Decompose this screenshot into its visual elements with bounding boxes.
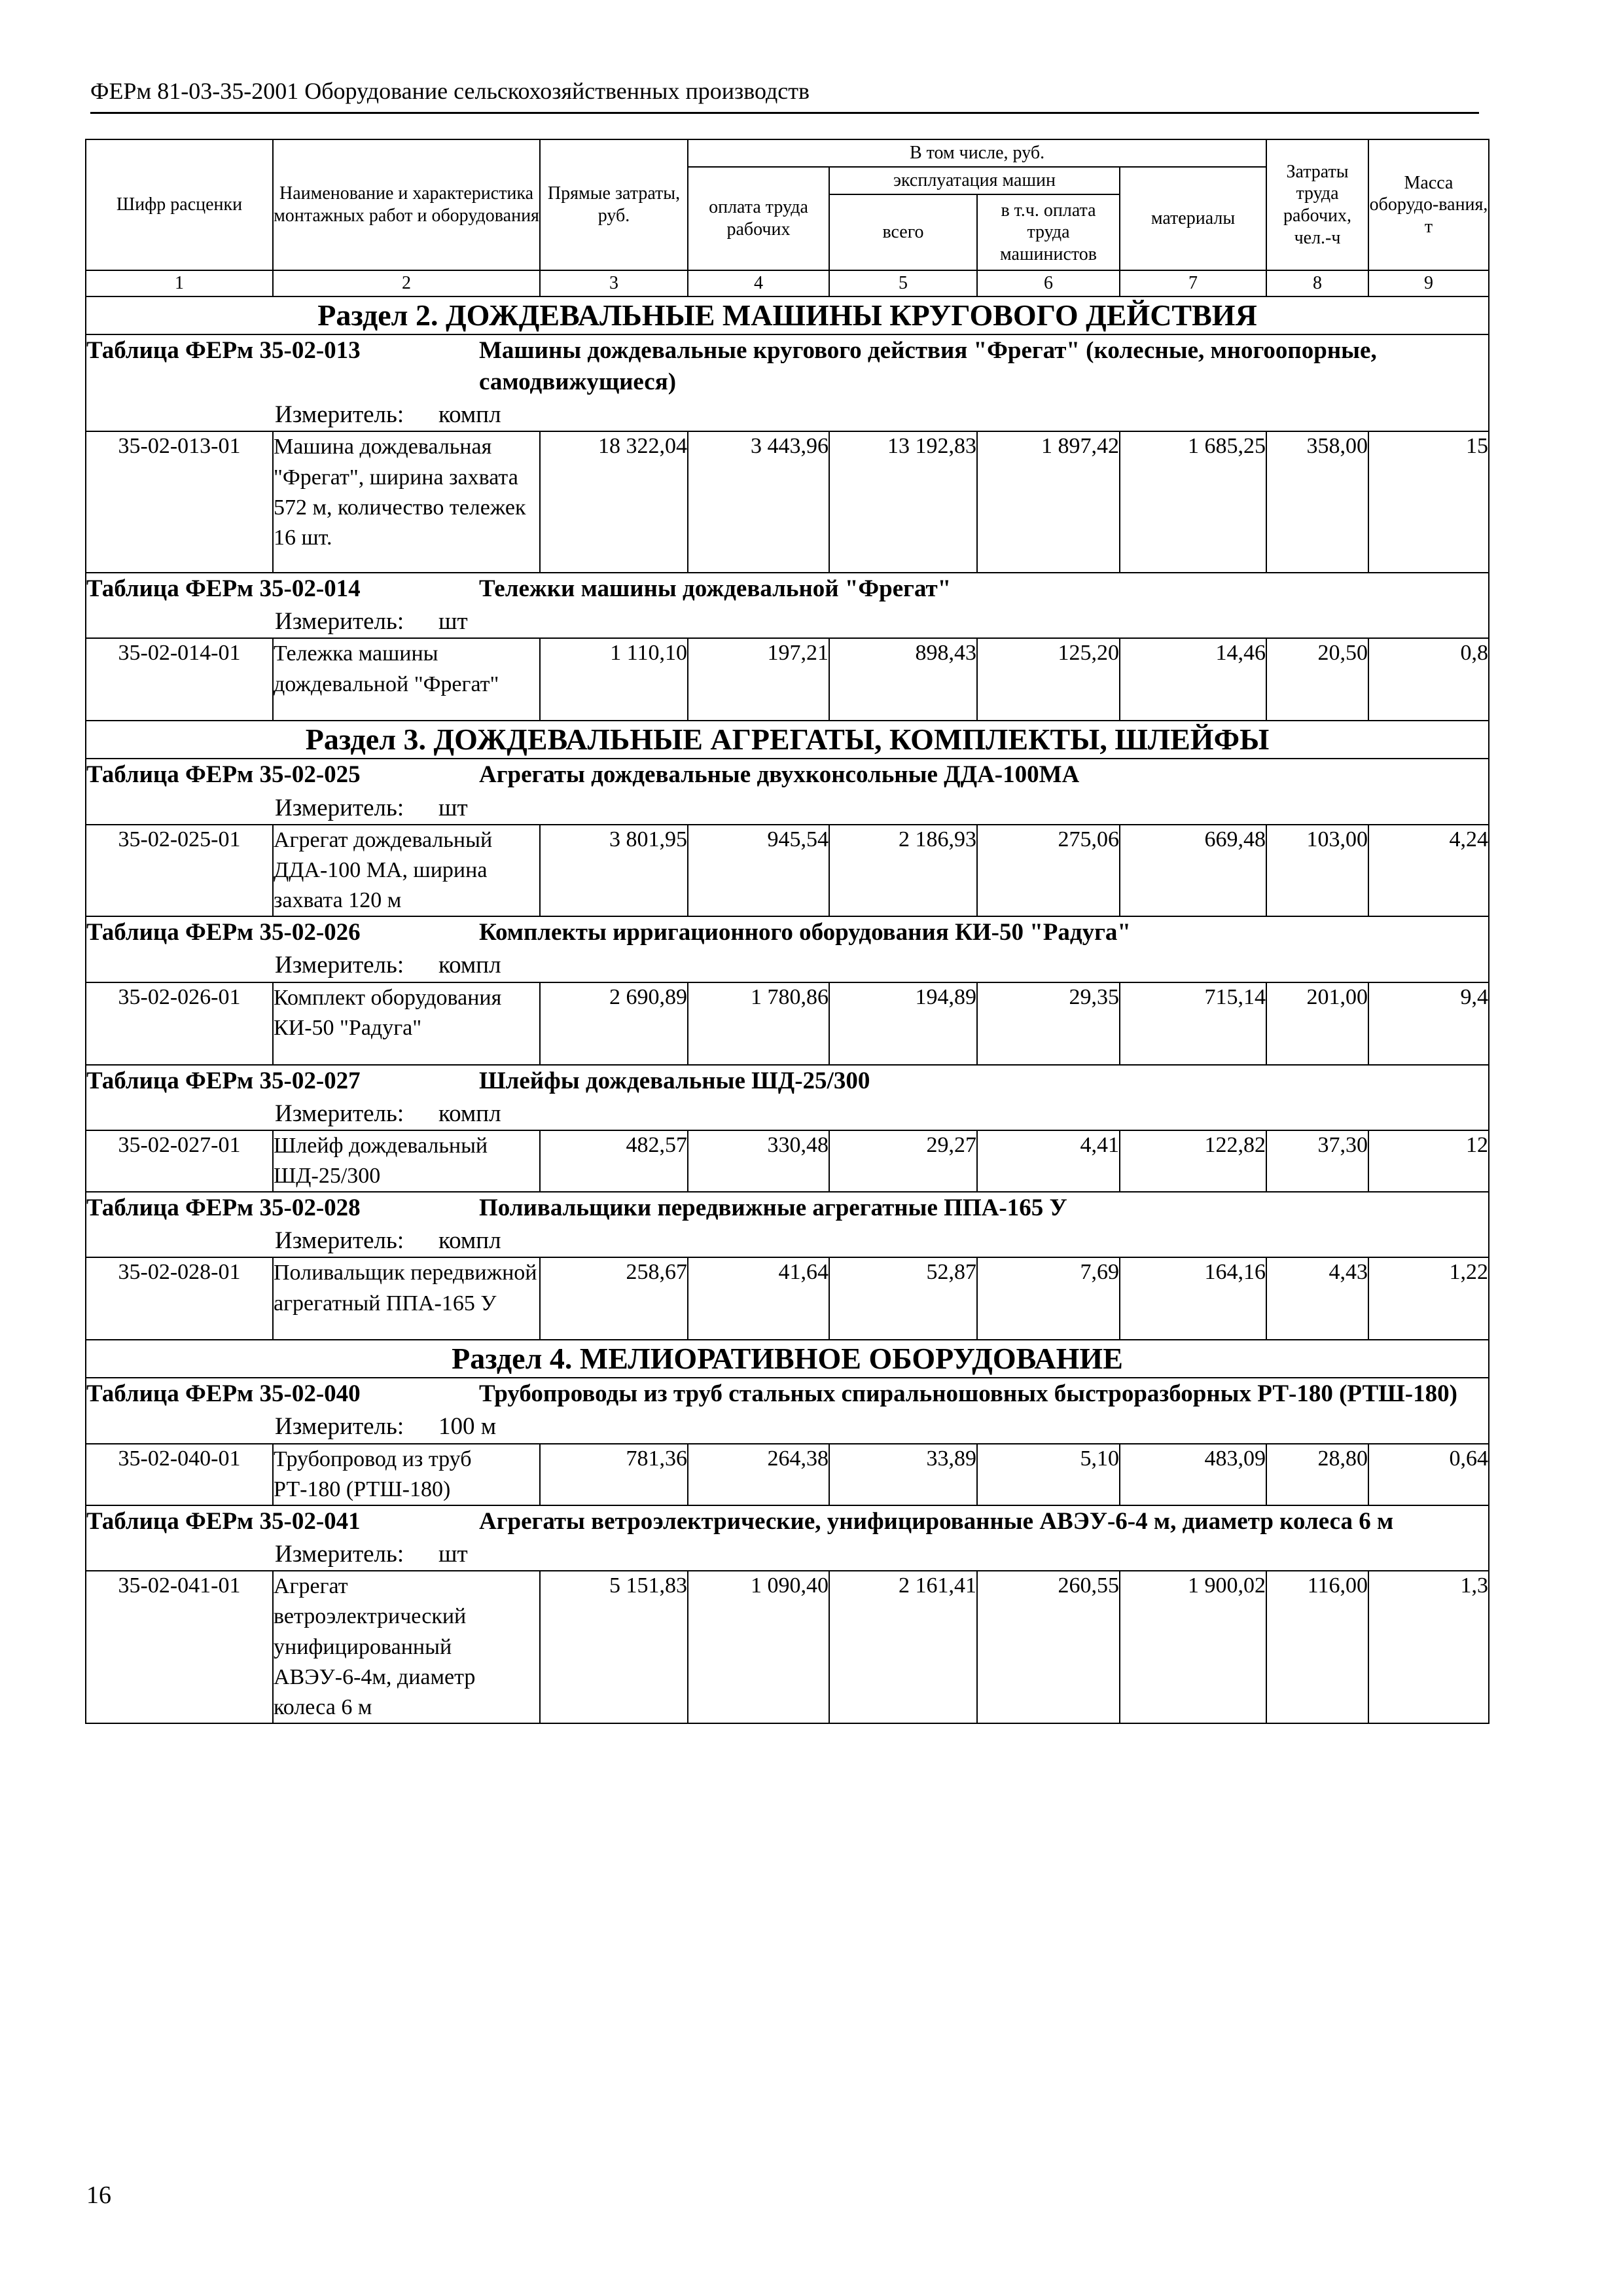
table-heading xyxy=(86,1505,1489,1571)
table-title: Тележки машины дождевальной "Фрегат" xyxy=(479,575,952,603)
labor-hours-cell: 201,00 xyxy=(1266,982,1368,1065)
labor-pay-cell: 1 090,40 xyxy=(688,1571,829,1723)
col-name-header: Наименование и характеристика монтажных работ и оборудования xyxy=(273,139,540,270)
table-code: Таблица ФЕРм 35-02-040 xyxy=(86,1380,361,1408)
materials-cell: 1 685,25 xyxy=(1120,431,1266,573)
col-direct-header: Прямые затраты, руб. xyxy=(540,139,688,270)
materials-cell: 715,14 xyxy=(1120,982,1266,1065)
table-code: Таблица ФЕРм 35-02-028 xyxy=(86,1194,361,1222)
table-heading xyxy=(86,916,1489,982)
mass-cell: 1,22 xyxy=(1368,1257,1489,1340)
machines-labor-cell: 125,20 xyxy=(977,638,1120,721)
direct-cost-cell: 5 151,83 xyxy=(540,1571,688,1723)
direct-cost-cell: 258,67 xyxy=(540,1257,688,1340)
labor-hours-cell: 116,00 xyxy=(1266,1571,1368,1723)
col-code-header: Шифр расценки xyxy=(86,139,273,270)
table-title: Машины дождевальные кругового действия "Фрегат" (колесные, многоопорные, самодвижущиеся) xyxy=(479,337,1377,396)
table-code: Таблица ФЕРм 35-02-025 xyxy=(86,761,361,789)
labor-pay-cell: 41,64 xyxy=(688,1257,829,1340)
unit-label: Измеритель: xyxy=(275,608,404,636)
labor-pay-cell: 330,48 xyxy=(688,1130,829,1192)
unit-label: Измеритель: xyxy=(275,1100,404,1127)
table-row xyxy=(86,825,1489,917)
unit-value: компл xyxy=(438,1227,501,1255)
section-title: Раздел 3. ДОЖДЕВАЛЬНЫЕ АГРЕГАТЫ, КОМПЛЕКТЫ, ШЛЕЙФЫ xyxy=(86,721,1489,759)
direct-cost-cell: 1 110,10 xyxy=(540,638,688,721)
direct-cost-cell: 18 322,04 xyxy=(540,431,688,573)
rate-name: Агрегат ветроэлектрический унифицированный АВЭУ-6-4м, диаметр колеса 6 м xyxy=(273,1571,540,1723)
machines-labor-cell: 275,06 xyxy=(977,825,1120,917)
rate-name: Комплект оборудования КИ-50 "Радуга" xyxy=(273,982,540,1065)
section-row xyxy=(86,721,1489,759)
labor-hours-cell: 4,43 xyxy=(1266,1257,1368,1340)
machines-total-cell: 898,43 xyxy=(829,638,977,721)
col-machines-labor-header: в т.ч. оплата труда машинистов xyxy=(977,194,1120,270)
col-mass-header: Масса оборудо-вания, т xyxy=(1368,139,1489,270)
table-title: Агрегаты ветроэлектрические, унифицированные АВЭУ-6-4 м, диаметр колеса 6 м xyxy=(479,1508,1394,1535)
rate-code: 35-02-040-01 xyxy=(86,1444,273,1505)
labor-hours-cell: 358,00 xyxy=(1266,431,1368,573)
machines-labor-cell: 29,35 xyxy=(977,982,1120,1065)
rate-code: 35-02-028-01 xyxy=(86,1257,273,1340)
column-number: 1 xyxy=(86,270,273,296)
machines-labor-cell: 7,69 xyxy=(977,1257,1120,1340)
machines-labor-cell: 4,41 xyxy=(977,1130,1120,1192)
rate-code: 35-02-026-01 xyxy=(86,982,273,1065)
mass-cell: 9,4 xyxy=(1368,982,1489,1065)
unit-value: 100 м xyxy=(438,1413,497,1441)
machines-total-cell: 29,27 xyxy=(829,1130,977,1192)
unit-label: Измеритель: xyxy=(275,952,404,979)
rate-name: Тележка машины дождевальной "Фрегат" xyxy=(273,638,540,721)
machines-total-cell: 194,89 xyxy=(829,982,977,1065)
table-title: Комплекты ирригационного оборудования КИ-50 "Радуга" xyxy=(479,919,1131,946)
labor-pay-cell: 197,21 xyxy=(688,638,829,721)
table-body xyxy=(86,296,1489,1723)
labor-hours-cell: 20,50 xyxy=(1266,638,1368,721)
materials-cell: 669,48 xyxy=(1120,825,1266,917)
direct-cost-cell: 482,57 xyxy=(540,1130,688,1192)
section-title: Раздел 2. ДОЖДЕВАЛЬНЫЕ МАШИНЫ КРУГОВОГО ДЕЙСТВИЯ xyxy=(86,296,1489,334)
table-row xyxy=(86,982,1489,1065)
col-incl-header: В том числе, руб. xyxy=(688,139,1266,167)
table-row xyxy=(86,1257,1489,1340)
rate-name: Трубопровод из труб РТ-180 (РТШ-180) xyxy=(273,1444,540,1505)
column-number: 6 xyxy=(977,270,1120,296)
labor-hours-cell: 28,80 xyxy=(1266,1444,1368,1505)
col-labor-cost-header: Затраты труда рабочих, чел.-ч xyxy=(1266,139,1368,270)
machines-total-cell: 33,89 xyxy=(829,1444,977,1505)
machines-labor-cell: 260,55 xyxy=(977,1571,1120,1723)
section-title: Раздел 4. МЕЛИОРАТИВНОЕ ОБОРУДОВАНИЕ xyxy=(86,1340,1489,1378)
mass-cell: 0,64 xyxy=(1368,1444,1489,1505)
table-heading-row xyxy=(86,1505,1489,1571)
machines-total-cell: 52,87 xyxy=(829,1257,977,1340)
table-row xyxy=(86,1444,1489,1505)
table-code: Таблица ФЕРм 35-02-013 xyxy=(86,337,361,364)
direct-cost-cell: 781,36 xyxy=(540,1444,688,1505)
table-heading-row xyxy=(86,1065,1489,1130)
page-header: ФЕРм 81-03-35-2001 Оборудование сельскохозяйственных производств xyxy=(90,77,1479,114)
table-heading-row xyxy=(86,1192,1489,1257)
labor-hours-cell: 103,00 xyxy=(1266,825,1368,917)
table-heading-row xyxy=(86,334,1489,431)
rate-code: 35-02-014-01 xyxy=(86,638,273,721)
rate-name: Шлейф дождевальный ШД-25/300 xyxy=(273,1130,540,1192)
col-materials-header: материалы xyxy=(1120,167,1266,270)
unit-label: Измеритель: xyxy=(275,1541,404,1568)
materials-cell: 14,46 xyxy=(1120,638,1266,721)
labor-pay-cell: 1 780,86 xyxy=(688,982,829,1065)
unit-value: шт xyxy=(438,608,468,636)
unit-label: Измеритель: xyxy=(275,794,404,821)
mass-cell: 4,24 xyxy=(1368,825,1489,917)
unit-label: Измеритель: xyxy=(275,1227,404,1255)
table-title: Трубопроводы из труб стальных спиральношовных быстроразборных РТ-180 (РТШ-180) xyxy=(479,1380,1457,1408)
mass-cell: 15 xyxy=(1368,431,1489,573)
table-heading xyxy=(86,759,1489,824)
column-numbers-row xyxy=(86,270,1489,296)
rates-table xyxy=(85,139,1489,1724)
table-code: Таблица ФЕРм 35-02-026 xyxy=(86,919,361,946)
table-heading xyxy=(86,334,1489,431)
col-machines-total-header: всего xyxy=(829,194,977,270)
machines-total-cell: 13 192,83 xyxy=(829,431,977,573)
table-row xyxy=(86,638,1489,721)
machines-labor-cell: 5,10 xyxy=(977,1444,1120,1505)
table-row xyxy=(86,1571,1489,1723)
column-number: 5 xyxy=(829,270,977,296)
column-number: 8 xyxy=(1266,270,1368,296)
unit-value: компл xyxy=(438,1100,501,1127)
table-heading-row xyxy=(86,916,1489,982)
machines-total-cell: 2 161,41 xyxy=(829,1571,977,1723)
rate-name: Поливальщик передвижной агрегатный ППА-165 У xyxy=(273,1257,540,1340)
table-title: Агрегаты дождевальные двухконсольные ДДА-100МА xyxy=(479,761,1080,789)
unit-label: Измеритель: xyxy=(275,1413,404,1441)
materials-cell: 483,09 xyxy=(1120,1444,1266,1505)
table-row xyxy=(86,1130,1489,1192)
column-number: 4 xyxy=(688,270,829,296)
direct-cost-cell: 2 690,89 xyxy=(540,982,688,1065)
rate-code: 35-02-013-01 xyxy=(86,431,273,573)
table-heading-row xyxy=(86,759,1489,824)
rate-name: Агрегат дождевальный ДДА-100 МА, ширина захвата 120 м xyxy=(273,825,540,917)
unit-label: Измеритель: xyxy=(275,401,404,429)
page-number: 16 xyxy=(86,2181,111,2209)
materials-cell: 122,82 xyxy=(1120,1130,1266,1192)
direct-cost-cell: 3 801,95 xyxy=(540,825,688,917)
section-row xyxy=(86,296,1489,334)
column-number: 7 xyxy=(1120,270,1266,296)
table-title: Поливальщики передвижные агрегатные ППА-165 У xyxy=(479,1194,1067,1222)
column-number: 2 xyxy=(273,270,540,296)
rate-name: Машина дождевальная "Фрегат", ширина захвата 572 м, количество тележек 16 шт. xyxy=(273,431,540,573)
table-code: Таблица ФЕРм 35-02-014 xyxy=(86,575,361,603)
materials-cell: 1 900,02 xyxy=(1120,1571,1266,1723)
table-heading-row xyxy=(86,573,1489,638)
table-row xyxy=(86,431,1489,573)
rate-code: 35-02-041-01 xyxy=(86,1571,273,1723)
mass-cell: 12 xyxy=(1368,1130,1489,1192)
table-heading xyxy=(86,1378,1489,1443)
labor-pay-cell: 264,38 xyxy=(688,1444,829,1505)
column-number: 3 xyxy=(540,270,688,296)
table-heading-row xyxy=(86,1378,1489,1443)
mass-cell: 1,3 xyxy=(1368,1571,1489,1723)
unit-value: компл xyxy=(438,952,501,979)
labor-pay-cell: 945,54 xyxy=(688,825,829,917)
labor-pay-cell: 3 443,96 xyxy=(688,431,829,573)
column-number: 9 xyxy=(1368,270,1489,296)
unit-value: шт xyxy=(438,794,468,821)
section-row xyxy=(86,1340,1489,1378)
materials-cell: 164,16 xyxy=(1120,1257,1266,1340)
table-heading xyxy=(86,573,1489,638)
col-labor-pay-header: оплата труда рабочих xyxy=(688,167,829,270)
table-code: Таблица ФЕРм 35-02-041 xyxy=(86,1508,361,1535)
mass-cell: 0,8 xyxy=(1368,638,1489,721)
rate-code: 35-02-025-01 xyxy=(86,825,273,917)
unit-value: шт xyxy=(438,1541,468,1568)
col-machines-header: эксплуатация машин xyxy=(829,167,1120,194)
labor-hours-cell: 37,30 xyxy=(1266,1130,1368,1192)
machines-total-cell: 2 186,93 xyxy=(829,825,977,917)
table-heading xyxy=(86,1192,1489,1257)
table-title: Шлейфы дождевальные ШД-25/300 xyxy=(479,1067,870,1094)
table-heading xyxy=(86,1065,1489,1130)
table-code: Таблица ФЕРм 35-02-027 xyxy=(86,1067,361,1094)
machines-labor-cell: 1 897,42 xyxy=(977,431,1120,573)
unit-value: компл xyxy=(438,401,501,429)
rate-code: 35-02-027-01 xyxy=(86,1130,273,1192)
